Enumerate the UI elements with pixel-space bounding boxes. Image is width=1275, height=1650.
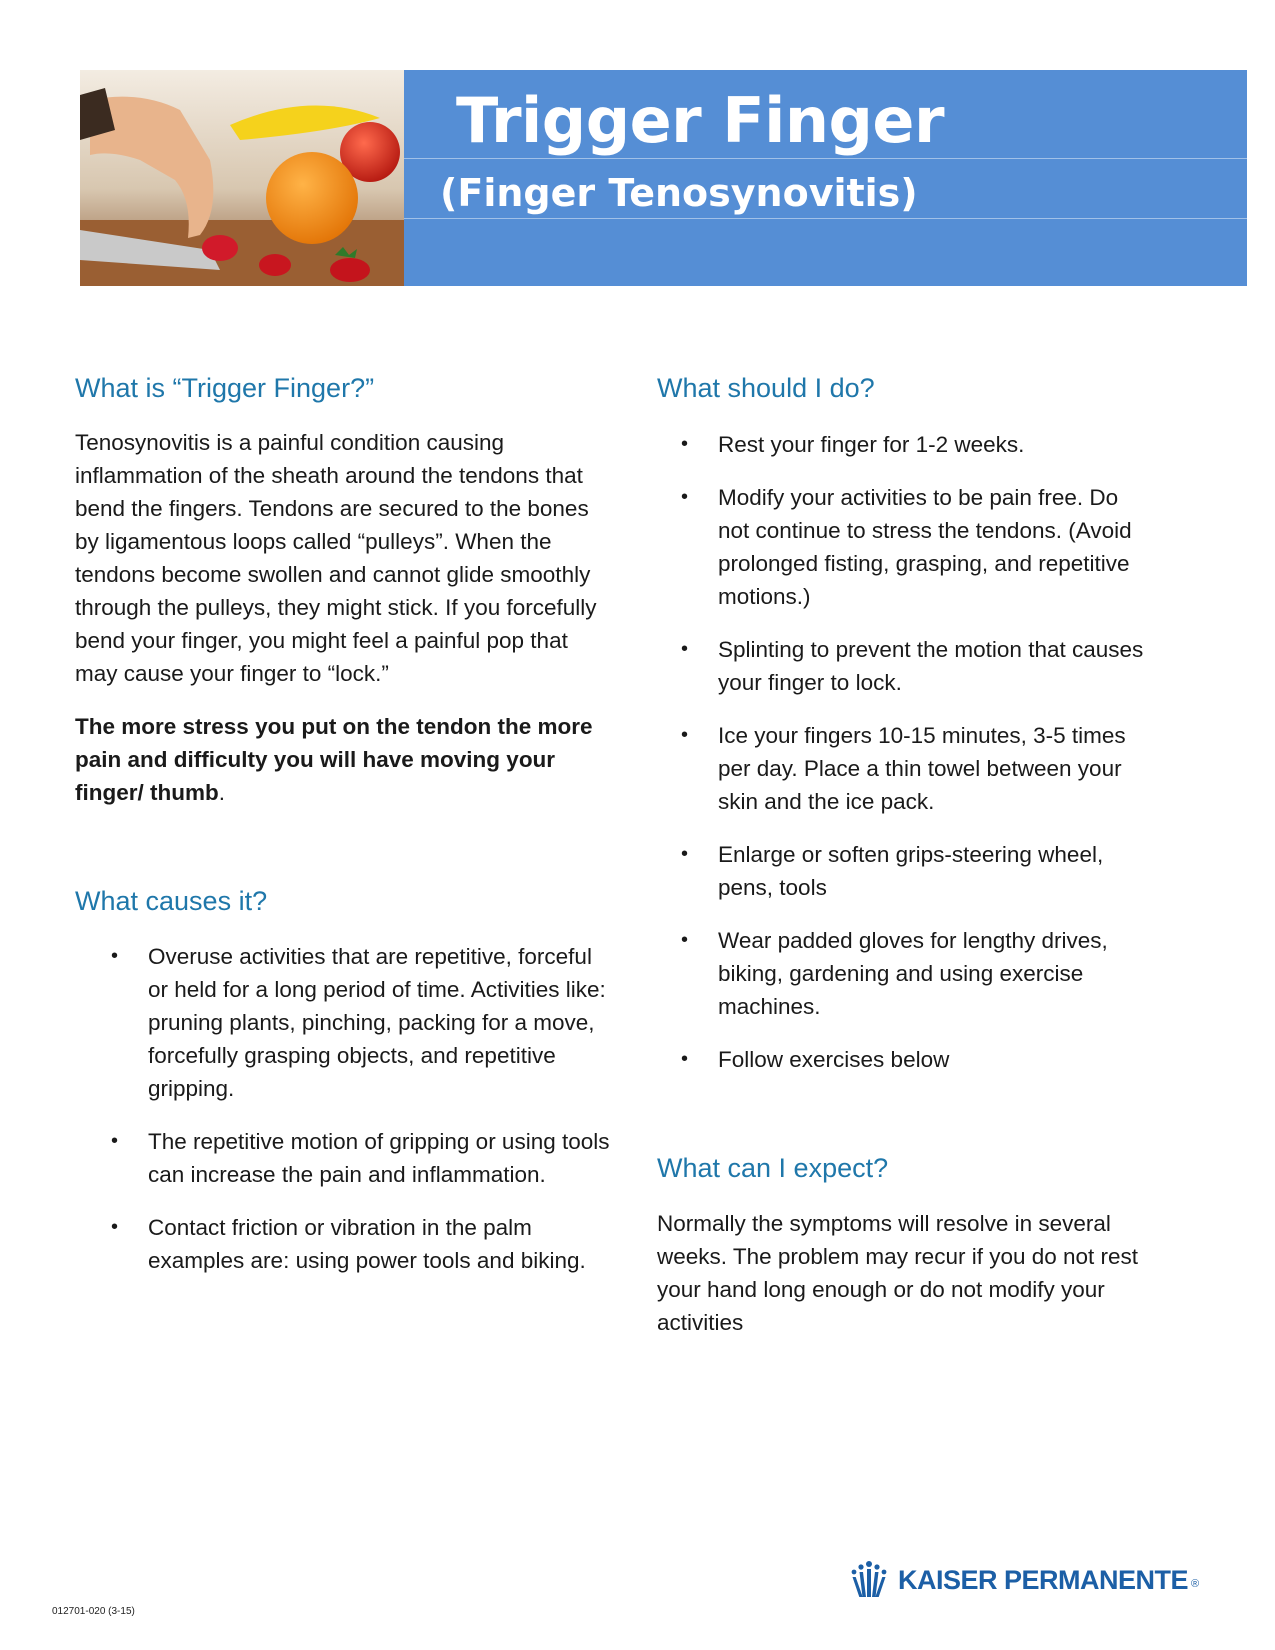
registered-mark: ®	[1191, 1578, 1200, 1590]
list-item-text: Contact friction or vibration in the palm examples are: using power tools and biking.	[148, 1214, 586, 1273]
list-item-text: Overuse activities that are repetitive, forceful or held for a long period of time. Activities like: pruning plants, pinching, packing for a move, forcefully grasping objects, and repetitive gripping.	[148, 943, 606, 1101]
left-column	[75, 370, 615, 1277]
emphasis-period: .	[218, 780, 225, 806]
bullet: •	[681, 724, 689, 747]
section-heading-expect: What can I expect?	[657, 1153, 889, 1184]
list-item	[681, 633, 1155, 699]
header-band	[404, 70, 1247, 286]
kaiser-permanente-logo	[848, 1560, 1199, 1600]
list-item	[681, 719, 1155, 818]
bullet: •	[681, 843, 689, 866]
list-item-text: Ice your fingers 10-15 minutes, 3-5 times per day. Place a thin towel between your skin and the ice pack.	[718, 723, 1126, 815]
causes-list	[75, 940, 615, 1277]
list-item-text: Splinting to prevent the motion that causes your finger to lock.	[718, 637, 1144, 696]
section-heading-what-to-do: What should I do?	[657, 373, 875, 403]
list-item	[681, 1043, 1155, 1076]
bullet: •	[681, 929, 689, 952]
list-item	[111, 1211, 615, 1277]
right-column	[657, 370, 1205, 1339]
list-item-text: Modify your activities to be pain free. Do not continue to stress the tendons. (Avoid prolonged fisting, grasping, and repetitive motions.)	[718, 485, 1132, 610]
page-title: Trigger Finger	[456, 84, 945, 157]
section-heading-what-is: What is “Trigger Finger?”	[75, 373, 375, 403]
bullet: •	[111, 1215, 119, 1238]
emphasis-text: The more stress you put on the tendon the more pain and difficulty you will have moving your finger/ thumb	[75, 714, 593, 806]
kaiser-permanente-symbol-icon	[848, 1560, 890, 1600]
list-item	[111, 940, 615, 1105]
list-item-text: Wear padded gloves for lengthy drives, biking, gardening and using exercise machines.	[718, 928, 1108, 1020]
bullet: •	[681, 638, 689, 661]
expect-paragraph: Normally the symptoms will resolve in several weeks. The problem may recur if you do not rest your hand long enough or do not modify your activities	[657, 1210, 1139, 1335]
list-item-text: Follow exercises below	[718, 1047, 950, 1073]
list-item	[681, 428, 1155, 461]
header-photo	[80, 70, 404, 286]
logo-text: KAISER PERMANENTE	[898, 1564, 1189, 1595]
list-item-text: Rest your finger for 1-2 weeks.	[718, 432, 1025, 458]
list-item	[681, 838, 1155, 904]
emphasis-paragraph	[75, 710, 615, 809]
section-heading-causes: What causes it?	[75, 886, 268, 917]
page-subtitle: (Finger Tenosynovitis)	[440, 171, 918, 215]
bullet: •	[681, 486, 689, 509]
bullet: •	[681, 1048, 689, 1071]
list-item	[681, 924, 1155, 1023]
what-to-do-list	[657, 428, 1205, 1076]
list-item	[111, 1125, 615, 1191]
form-code: 012701-020 (3-15)	[52, 1606, 135, 1617]
what-is-paragraph: Tenosynovitis is a painful condition causing inflammation of the sheath around the tendons that bend the fingers. Tendons are secured to the bones by ligamentous loops called “pulleys”. When the tendons become swollen and cannot glide smoothly through the pulleys, they might stick. If you forcefully bend your finger, you might feel a painful pop that may cause your finger to “lock.”	[75, 430, 597, 687]
bullet: •	[111, 1129, 119, 1152]
bullet: •	[681, 433, 689, 456]
band-divider	[404, 218, 1247, 219]
list-item-text: Enlarge or soften grips-steering wheel, pens, tools	[718, 842, 1104, 901]
list-item-text: The repetitive motion of gripping or using tools can increase the pain and inflammation.	[148, 1128, 610, 1187]
bullet: •	[111, 944, 119, 967]
list-item	[681, 481, 1155, 613]
